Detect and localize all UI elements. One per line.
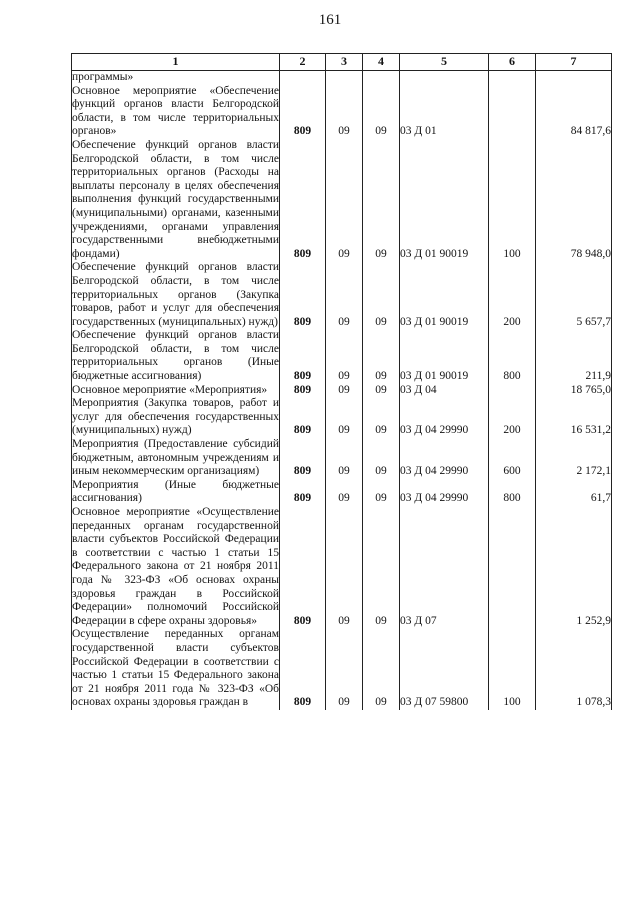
table-row bbox=[72, 329, 612, 383]
expense-type-cell bbox=[489, 384, 536, 398]
amount-cell: 5 657,7 bbox=[536, 261, 612, 329]
row-name-text: Осуществление переданных органам государственной власти субъектов Российской Федерации в соответствии с частью 1 статьи 15 Федерального закона от 21 ноября 2011 года № 323-ФЗ «Об основах охраны здоровья граждан в bbox=[72, 628, 279, 709]
section-code-cell bbox=[326, 71, 363, 85]
expense-type-cell: 100 bbox=[489, 628, 536, 710]
amount-cell: 1 078,3 bbox=[536, 628, 612, 710]
amount-cell bbox=[536, 71, 612, 85]
row-name-text: Основное мероприятие «Обеспечение функций органов власти Белгородской области, в том числе территориальных органов» bbox=[72, 84, 279, 138]
ministry-code-cell: 809 bbox=[280, 85, 326, 139]
target-article-cell: 03 Д 01 90019 bbox=[400, 329, 489, 383]
row-name-cell bbox=[72, 438, 280, 479]
row-name-text: Мероприятия (Предоставление субсидий бюджетным, автономным учреждениям и иным некоммерческим организациям) bbox=[72, 438, 279, 478]
target-article-cell: 03 Д 07 59800 bbox=[400, 628, 489, 710]
ministry-code-cell: 809 bbox=[280, 628, 326, 710]
target-article-cell: 03 Д 01 90019 bbox=[400, 139, 489, 261]
column-header: 3 bbox=[326, 54, 363, 71]
expense-type-cell: 600 bbox=[489, 438, 536, 479]
amount-cell: 78 948,0 bbox=[536, 139, 612, 261]
row-name-cell bbox=[72, 397, 280, 438]
table-row bbox=[72, 506, 612, 628]
column-header: 2 bbox=[280, 54, 326, 71]
column-header: 6 bbox=[489, 54, 536, 71]
ministry-code-cell: 809 bbox=[280, 397, 326, 438]
ministry-code-cell: 809 bbox=[280, 438, 326, 479]
section-code-cell: 09 bbox=[326, 397, 363, 438]
table-header-row bbox=[72, 54, 612, 71]
table-row bbox=[72, 384, 612, 398]
section-code-cell: 09 bbox=[326, 85, 363, 139]
expense-type-cell bbox=[489, 71, 536, 85]
target-article-cell: 03 Д 01 90019 bbox=[400, 261, 489, 329]
target-article-cell: 03 Д 01 bbox=[400, 85, 489, 139]
row-name-text: Основное мероприятие «Мероприятия» bbox=[72, 383, 268, 396]
ministry-code-cell: 809 bbox=[280, 479, 326, 506]
row-name-cell bbox=[72, 384, 280, 398]
table-row bbox=[72, 261, 612, 329]
subsection-code-cell: 09 bbox=[363, 139, 400, 261]
target-article-cell: 03 Д 04 29990 bbox=[400, 397, 489, 438]
row-name-cell bbox=[72, 85, 280, 139]
subsection-code-cell: 09 bbox=[363, 329, 400, 383]
amount-cell: 1 252,9 bbox=[536, 506, 612, 628]
section-code-cell: 09 bbox=[326, 506, 363, 628]
subsection-code-cell: 09 bbox=[363, 85, 400, 139]
table-row bbox=[72, 628, 612, 710]
table-row bbox=[72, 71, 612, 85]
row-name-text: Мероприятия (Закупка товаров, работ и услуг для обеспечения государственных (муниципальных) нужд) bbox=[72, 397, 279, 437]
target-article-cell bbox=[400, 71, 489, 85]
amount-cell: 61,7 bbox=[536, 479, 612, 506]
subsection-code-cell: 09 bbox=[363, 438, 400, 479]
amount-cell: 18 765,0 bbox=[536, 384, 612, 398]
expense-type-cell: 200 bbox=[489, 397, 536, 438]
amount-cell: 211,9 bbox=[536, 329, 612, 383]
expense-type-cell: 100 bbox=[489, 139, 536, 261]
row-name-cell bbox=[72, 506, 280, 628]
amount-cell: 16 531,2 bbox=[536, 397, 612, 438]
table-row bbox=[72, 438, 612, 479]
page-number: 161 bbox=[318, 12, 342, 28]
table-row bbox=[72, 397, 612, 438]
section-code-cell: 09 bbox=[326, 628, 363, 710]
expense-type-cell: 800 bbox=[489, 329, 536, 383]
column-header: 4 bbox=[363, 54, 400, 71]
ministry-code-cell: 809 bbox=[280, 506, 326, 628]
target-article-cell: 03 Д 04 29990 bbox=[400, 438, 489, 479]
table-body bbox=[72, 71, 612, 710]
row-name-text: Обеспечение функций органов власти Белгородской области, в том числе территориальных органов (Расходы на выплаты персоналу в целях обеспечения выполнения функций государственными (муниципальными) органами, казенными учреждениями, органами управления государственными внебюджетными фондами) bbox=[72, 138, 279, 260]
row-name-cell bbox=[72, 71, 280, 85]
column-header: 7 bbox=[536, 54, 612, 71]
ministry-code-cell: 809 bbox=[280, 384, 326, 398]
table-row bbox=[72, 85, 612, 139]
row-name-text: программы» bbox=[72, 71, 134, 83]
subsection-code-cell: 09 bbox=[363, 397, 400, 438]
expense-type-cell bbox=[489, 506, 536, 628]
row-name-cell bbox=[72, 261, 280, 329]
subsection-code-cell: 09 bbox=[363, 384, 400, 398]
target-article-cell: 03 Д 04 bbox=[400, 384, 489, 398]
row-name-cell bbox=[72, 479, 280, 506]
expense-type-cell bbox=[489, 85, 536, 139]
subsection-code-cell: 09 bbox=[363, 261, 400, 329]
amount-cell: 84 817,6 bbox=[536, 85, 612, 139]
column-header: 5 bbox=[400, 54, 489, 71]
table-row bbox=[72, 139, 612, 261]
row-name-text: Основное мероприятие «Осуществление переданных органам государственной власти субъектов Российской Федерации в соответствии с частью 1 статьи 15 Федерального закона от 21 ноября 2011 года № 323-ФЗ «Об основах охраны здоровья граждан в Российской Федерации» полномочий Российской Федерации в сфере охраны здоровья» bbox=[72, 506, 279, 627]
amount-cell: 2 172,1 bbox=[536, 438, 612, 479]
section-code-cell: 09 bbox=[326, 261, 363, 329]
ministry-code-cell: 809 bbox=[280, 139, 326, 261]
subsection-code-cell: 09 bbox=[363, 479, 400, 506]
section-code-cell: 09 bbox=[326, 479, 363, 506]
section-code-cell: 09 bbox=[326, 384, 363, 398]
row-name-cell bbox=[72, 628, 280, 710]
subsection-code-cell bbox=[363, 71, 400, 85]
ministry-code-cell: 809 bbox=[280, 261, 326, 329]
row-name-text: Обеспечение функций органов власти Белгородской области, в том числе территориальных органов (Закупка товаров, работ и услуг для обеспечения государственных (муниципальных) нужд) bbox=[72, 261, 279, 328]
subsection-code-cell: 09 bbox=[363, 628, 400, 710]
budget-table bbox=[71, 53, 612, 710]
row-name-text: Обеспечение функций органов власти Белгородской области, в том числе территориальных органов (Иные бюджетные ассигнования) bbox=[72, 329, 279, 383]
column-header: 1 bbox=[72, 54, 280, 71]
expense-type-cell: 800 bbox=[489, 479, 536, 506]
section-code-cell: 09 bbox=[326, 329, 363, 383]
target-article-cell: 03 Д 04 29990 bbox=[400, 479, 489, 506]
row-name-cell bbox=[72, 139, 280, 261]
row-name-cell bbox=[72, 329, 280, 383]
row-name-text: Мероприятия (Иные бюджетные ассигнования) bbox=[72, 478, 279, 505]
table-row bbox=[72, 479, 612, 506]
section-code-cell: 09 bbox=[326, 139, 363, 261]
ministry-code-cell bbox=[280, 71, 326, 85]
section-code-cell: 09 bbox=[326, 438, 363, 479]
target-article-cell: 03 Д 07 bbox=[400, 506, 489, 628]
expense-type-cell: 200 bbox=[489, 261, 536, 329]
subsection-code-cell: 09 bbox=[363, 506, 400, 628]
ministry-code-cell: 809 bbox=[280, 329, 326, 383]
